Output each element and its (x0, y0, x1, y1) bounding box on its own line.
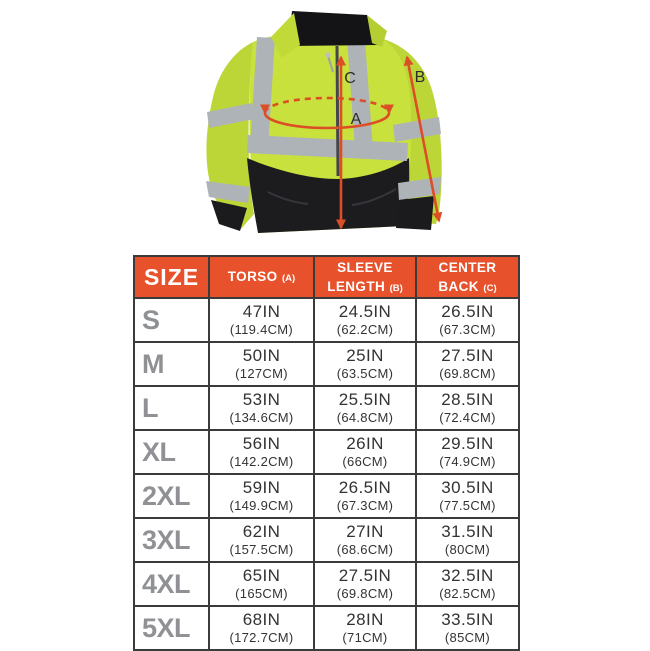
size-label: XL (134, 430, 209, 474)
back-cell: 29.5IN (74.9CM) (416, 430, 519, 474)
torso-cell: 59IN (149.9CM) (209, 474, 314, 518)
torso-cell: 50IN (127CM) (209, 342, 314, 386)
sleeve-cell: 26.5IN (67.3CM) (314, 474, 416, 518)
size-label: S (134, 298, 209, 342)
size-chart-table (133, 255, 520, 651)
header-sleeve-length: SLEEVE LENGTH (B) (314, 256, 416, 298)
back-cell: 27.5IN (69.8CM) (416, 342, 519, 386)
back-cell: 30.5IN (77.5CM) (416, 474, 519, 518)
header-center-back: CENTER BACK (C) (416, 256, 519, 298)
size-label: L (134, 386, 209, 430)
jacket-collar-inner (288, 11, 379, 46)
zipper-line (337, 46, 338, 176)
table-row-s (134, 298, 519, 342)
torso-cell: 68IN (172.7CM) (209, 606, 314, 650)
back-cell: 26.5IN (67.3CM) (416, 298, 519, 342)
back-cell: 31.5IN (80CM) (416, 518, 519, 562)
table-row-4xl (134, 562, 519, 606)
zipper-pull (326, 53, 331, 58)
torso-cell: 56IN (142.2CM) (209, 430, 314, 474)
table-row-xl (134, 430, 519, 474)
measure-label-a: A (350, 111, 362, 128)
size-label: 2XL (134, 474, 209, 518)
size-label: 5XL (134, 606, 209, 650)
sleeve-cell: 27.5IN (69.8CM) (314, 562, 416, 606)
measure-label-b: B (414, 69, 426, 86)
table-row-l (134, 386, 519, 430)
table-row-m (134, 342, 519, 386)
jacket-measurement-diagram (0, 0, 650, 255)
sleeve-cell: 26IN (66CM) (314, 430, 416, 474)
sleeve-cell: 27IN (68.6CM) (314, 518, 416, 562)
sleeve-cell: 24.5IN (62.2CM) (314, 298, 416, 342)
sleeve-cell: 25IN (63.5CM) (314, 342, 416, 386)
header-row (134, 256, 519, 298)
size-label: 3XL (134, 518, 209, 562)
size-label: 4XL (134, 562, 209, 606)
back-cell: 32.5IN (82.5CM) (416, 562, 519, 606)
table-row-2xl (134, 474, 519, 518)
hi-vis-jacket-illustration (206, 11, 442, 233)
torso-cell: 62IN (157.5CM) (209, 518, 314, 562)
table-row-5xl (134, 606, 519, 650)
header-size: SIZE (134, 256, 209, 298)
back-cell: 28.5IN (72.4CM) (416, 386, 519, 430)
table-row-3xl (134, 518, 519, 562)
size-label: M (134, 342, 209, 386)
measure-label-c: C (344, 70, 356, 87)
sleeve-cell: 25.5IN (64.8CM) (314, 386, 416, 430)
sleeve-cell: 28IN (71CM) (314, 606, 416, 650)
torso-cell: 53IN (134.6CM) (209, 386, 314, 430)
back-cell: 33.5IN (85CM) (416, 606, 519, 650)
header-torso: TORSO (A) (209, 256, 314, 298)
torso-cell: 47IN (119.4CM) (209, 298, 314, 342)
jacket-right-cuff (396, 196, 434, 230)
torso-cell: 65IN (165CM) (209, 562, 314, 606)
